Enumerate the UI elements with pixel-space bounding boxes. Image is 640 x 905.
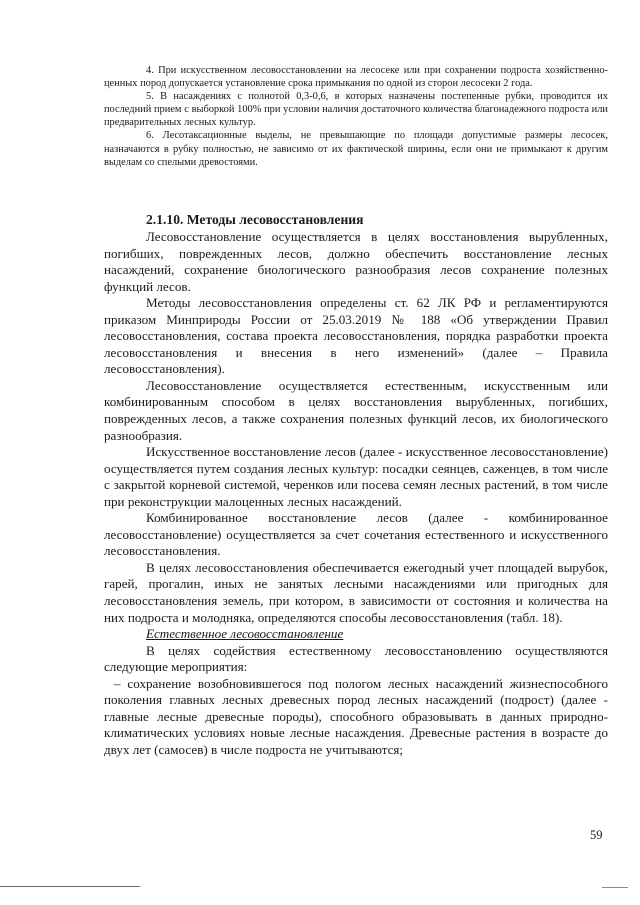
- note-6: 6. Лесотаксационные выделы, не превышающие по площади допустимые размеры лесосек, назначаются в рубку полностью, не зависимо от их фактической ширины, если они не примыкают к другим выделам со спелыми древостоями.: [104, 130, 608, 168]
- note-5: 5. В насаждениях с полнотой 0,3-0,6, в которых назначены постепенные рубки, проводится их последний прием с выборкой 100% при условии наличия достаточного количества благонадежного подроста или предварительных лесных культур.: [104, 91, 608, 129]
- paragraph: Искусственное восстановление лесов (далее - искусственное лесовосстановление) осуществляется путем создания лесных культур: посадки сеянцев, саженцев, в том числе с закрытой корневой системой, черенков или посева семян лесных растений, в том числе при реконструкции малоценных лесных насаждений.: [104, 444, 608, 509]
- paragraph: В целях содействия естественному лесовосстановлению осуществляются следующие мероприятия:: [104, 642, 608, 675]
- note-4: 4. При искусственном лесовосстановлении на лесосеке или при сохранении подроста хозяйственно-ценных пород допускается установление срока примыкания по одной из сторон лесосеки 2 года.: [104, 65, 608, 90]
- paragraph: Комбинированное восстановление лесов (далее - комбинированное лесовосстановление) осуществляется за счет сочетания естественного и искусственного лесовосстановления.: [104, 510, 608, 559]
- paragraph: Методы лесовосстановления определены ст. 62 ЛК РФ и регламентируются приказом Минприроды России от 25.03.2019 № 188 «Об утверждении Правил лесовосстановления, состава проекта лесовосстановления, порядка разработки проекта лесовосстановления и внесения в него изменений» (далее – Правила лесовосстановления).: [104, 295, 608, 377]
- section-heading: 2.1.10. Методы лесовосстановления: [146, 212, 364, 227]
- notes-block: [104, 64, 608, 169]
- paragraph: Лесовосстановление осуществляется естественным, искусственным или комбинированным способом в целях восстановления вырубленных, погибших, поврежденных лесов, а также сохранения полезных функций лесов, их биологического разнообразия.: [104, 377, 608, 443]
- paragraph: Лесовосстановление осуществляется в целях восстановления вырубленных, погибших, поврежденных лесов, должно обеспечить восстановление лесных насаждений, сохранение биологического разнообразия лесов сохранение полезных функций лесов.: [104, 229, 608, 294]
- footer-mark: [602, 887, 628, 888]
- paragraph: В целях лесовосстановления обеспечивается ежегодный учет площадей вырубок, гарей, прогалин, иных не занятых лесными насаждениями или пригодных для лесовосстановления земель, при котором, в зависимости от состояния и количества на них подроста и молодняка, определяются способы лесовосстановления (табл. 18).: [104, 559, 608, 625]
- list-item: – сохранение возобновившегося под пологом лесных насаждений жизнеспособного поколения главных лесных древесных пород лесных насаждений (подрост) (далее - главные лесные древесные породы), способного образовывать в данных природно-климатических условиях новые лесные насаждения. Древесные растения в возрасте до двух лет (самосев) в числе подроста не учитываются;: [104, 675, 608, 757]
- footer-rule: [0, 886, 140, 887]
- subheading: Естественное лесовосстановление: [146, 626, 344, 642]
- section-body: [104, 229, 608, 759]
- page-number: 59: [590, 828, 603, 842]
